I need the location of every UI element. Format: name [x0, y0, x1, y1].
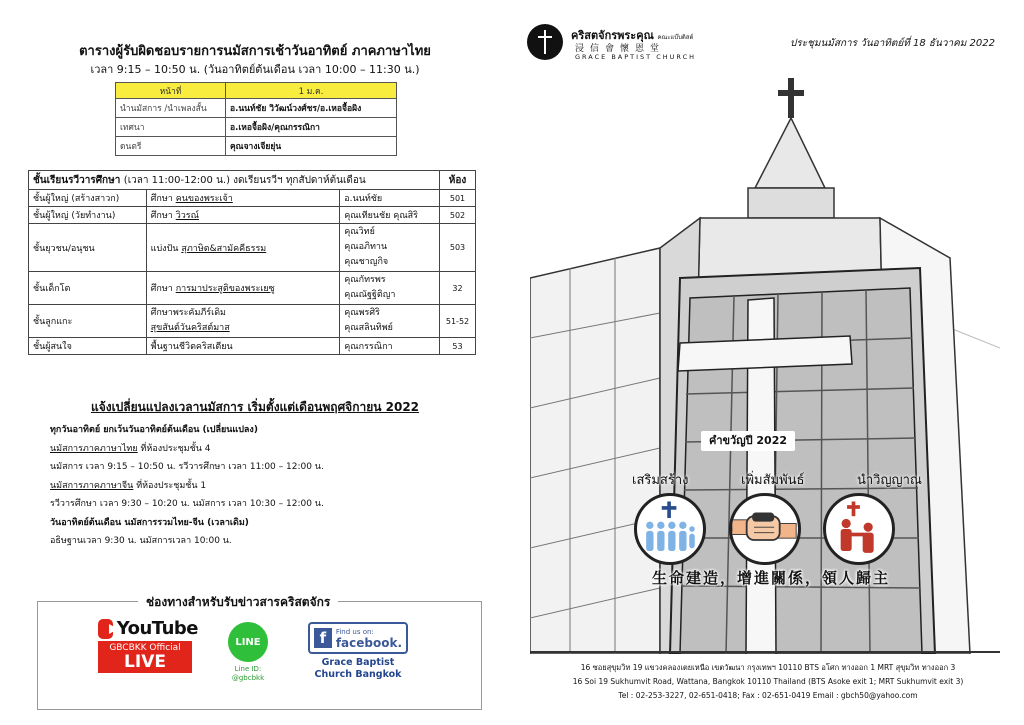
- class-teacher: [340, 272, 440, 305]
- motto-chinese: 生命建造，增進關係，領人歸主: [651, 569, 890, 587]
- class-room: 32: [440, 272, 476, 305]
- service-date: ประชุมนมัสการ วันอาทิตย์ที่ 18 ธันวาคม 2022: [790, 38, 995, 49]
- subject-title: สุภาษิต&สามัคคีธรรม: [181, 243, 267, 254]
- subject-verb: ศึกษา: [150, 284, 173, 294]
- motto-item: เพิ่มสัมพันธ์: [741, 473, 805, 488]
- notice-chinese-service: นมัสการภาคภาษาจีน: [50, 480, 134, 491]
- youtube-play-icon: [98, 619, 113, 639]
- church-name-chinese: 浸信會懷恩堂: [575, 44, 666, 54]
- classes-header: [29, 171, 440, 190]
- notice-line: รวีวารศึกษา เวลา 9:30 – 10:20 น. นมัสการ เวลา 10:30 – 12:00 น.: [50, 499, 324, 509]
- subject-title: คนของพระเจ้า: [175, 194, 233, 204]
- duty-header-date: 1 ม.ค.: [226, 83, 397, 99]
- notice-thai-service: นมัสการภาคภาษาไทย: [50, 443, 138, 454]
- facebook-badge: [308, 622, 408, 654]
- classes-header-detail: (เวลา 11:00-12:00 น.) งดเรียนรวีฯ ทุกสัปดาห์ต้นเดือน: [123, 174, 366, 186]
- teacher-name: คุณอภิทาน: [344, 242, 388, 252]
- church-address: [512, 661, 1024, 703]
- class-subject: [146, 224, 340, 272]
- church-name-thai-small: คณะแบ๊บติสต์: [657, 34, 694, 41]
- motto-item: นำวิญญาณ: [856, 473, 922, 488]
- class-room: 51-52: [440, 305, 476, 338]
- class-subject: [146, 190, 340, 207]
- class-teacher: อ.นนท์ชัย: [340, 190, 440, 207]
- room-header: ห้อง: [440, 171, 476, 190]
- teacher-name: คุณชาญกิจ: [344, 257, 389, 267]
- subject-title: วิวรณ์: [175, 211, 199, 221]
- duty-person: อ.เหอจื้อผิง/คุณกรรณิกา: [226, 118, 397, 137]
- schedule-title: ตารางผู้รับผิดชอบรายการนมัสการเช้าวันอาทิตย์ ภาคภาษาไทย: [79, 44, 431, 59]
- classes-header-row: [29, 171, 476, 190]
- class-teacher: [340, 305, 440, 338]
- duty-header-row: [116, 83, 397, 99]
- duty-table: [115, 82, 397, 156]
- notice-body: [50, 421, 480, 551]
- subject-verb: ศึกษา: [150, 194, 173, 204]
- classes-header-title: ชั้นเรียนรวีวารศึกษา: [33, 174, 121, 186]
- notice-line: [50, 440, 480, 459]
- class-name: ชั้นลูกแกะ: [29, 305, 147, 338]
- youtube-channel[interactable]: [98, 618, 198, 673]
- build-up-icon: [634, 493, 706, 565]
- notice-line: [50, 477, 480, 496]
- line-id-label: Line ID:: [234, 665, 262, 673]
- teacher-name: คุณพรศิริ: [344, 308, 380, 318]
- duty-header-role: หน้าที่: [116, 83, 226, 99]
- class-name: ชั้นเด็กโต: [29, 272, 147, 305]
- church-name-english: GRACE BAPTIST CHURCH: [575, 53, 697, 61]
- table-row: [116, 99, 397, 118]
- class-subject: [146, 272, 340, 305]
- table-row: [29, 207, 476, 224]
- handshake-icon: [729, 493, 801, 565]
- duty-role: เทศนา: [116, 118, 226, 137]
- class-room: 501: [440, 190, 476, 207]
- subject-title: สุขสันต์วันคริสต์มาส: [150, 323, 230, 333]
- class-teacher: คุณเทียนชัย คุณสิริ: [340, 207, 440, 224]
- motto-title: คำขวัญปี 2022: [701, 431, 795, 451]
- class-name: ชั้นยุวชน/อนุชน: [29, 224, 147, 272]
- class-name: ชั้นผู้สนใจ: [29, 338, 147, 355]
- class-teacher: [340, 224, 440, 272]
- duty-person: อ.นนท์ชัย วิวัฒน์วงศ์ชร/อ.เหอจื้อผิง: [226, 99, 397, 118]
- contact-info: Tel : 02-253-3227, 02-651-0418; Fax : 02-651-0419 Email : gbch50@yahoo.com: [618, 691, 918, 700]
- youtube-live-label: LIVE: [124, 652, 166, 672]
- class-subject: [146, 338, 340, 355]
- address-thai: 16 ซอยสุขุมวิท 19 แขวงคลองเตยเหนือ เขตวัฒนา กรุงเทพฯ 10110 BTS อโศก ทางออก 1 MRT สุขุมวิท ทางออก 3: [580, 663, 956, 672]
- notice-title: แจ้งเปลี่ยนแปลงเวลานมัสการ เริ่มตั้งแต่เดือนพฤศจิกายน 2022: [90, 400, 420, 414]
- line-id: [228, 665, 268, 683]
- facebook-f-icon: f: [314, 628, 332, 648]
- table-row: [116, 137, 397, 156]
- line-channel[interactable]: [228, 622, 268, 683]
- line-icon: LINE: [228, 622, 268, 662]
- table-row: [29, 338, 476, 355]
- subject-title: การมาประสูติของพระเยซู: [175, 284, 275, 294]
- facebook-channel[interactable]: [308, 622, 408, 681]
- church-logo: [527, 24, 727, 64]
- notice-line: อธิษฐานเวลา 9:30 น. นมัสการเวลา 10:00 น.: [50, 536, 232, 546]
- notice-line: วันอาทิตย์ต้นเดือน นมัสการรวมไทย-จีน (เวลาเดิม): [50, 517, 249, 528]
- class-teacher: คุณกรรณิกา: [340, 338, 440, 355]
- cross-logo-icon: [527, 24, 563, 60]
- motto-thai: [632, 469, 922, 490]
- channels-box: [37, 595, 482, 710]
- facebook-page-name: [308, 657, 408, 681]
- duty-role: ดนตรี: [116, 137, 226, 156]
- notice-line: ทุกวันอาทิตย์ ยกเว้นวันอาทิตย์ต้นเดือน (เปลี่ยนแปลง): [50, 425, 258, 435]
- teacher-name: คุณกัทรพร: [344, 275, 386, 285]
- lead-souls-icon: [823, 493, 895, 565]
- youtube-channel-name: GBCBKK Official: [109, 643, 181, 653]
- class-subject: [146, 207, 340, 224]
- notice-line: นมัสการ เวลา 9:15 – 10:50 น. รวีวารศึกษา เวลา 11:00 – 12:00 น.: [50, 462, 324, 472]
- table-row: [29, 272, 476, 305]
- duty-person: คุณจางเจียยุ่น: [226, 137, 397, 156]
- line-id-value: @gbcbkk: [231, 674, 265, 682]
- motto-item: เสริมสร้าง: [632, 473, 689, 488]
- class-name: ชั้นผู้ใหญ่ (สร้างสาวก): [29, 190, 147, 207]
- address-english: 16 Soi 19 Sukhumvit Road, Wattana, Bangkok 10110 Thailand (BTS Asoke exit 1; MRT Sukhumvit exit 3): [572, 677, 964, 686]
- table-row: [116, 118, 397, 137]
- subject-title: พื้นฐานชีวิตคริสเตียน: [150, 342, 233, 352]
- teacher-name: คุณวิทย์: [344, 227, 375, 237]
- duty-role: นำนมัสการ /นำเพลงสั้น: [116, 99, 226, 118]
- subject-title: ศึกษาพระคัมภีร์เดิม: [150, 308, 226, 318]
- table-row: [29, 305, 476, 338]
- classes-table: [28, 170, 476, 355]
- channels-title: ช่องทางสำหรับรับข่าวสารคริสตจักร: [138, 593, 338, 612]
- facebook-badge-text: [336, 627, 402, 649]
- class-room: 503: [440, 224, 476, 272]
- notice-location: ที่ห้องประชุมชั้น 4: [137, 443, 211, 454]
- class-name: ชั้นผู้ใหญ่ (วัยทำงาน): [29, 207, 147, 224]
- class-subject: [146, 305, 340, 338]
- notice-location: ที่ห้องประชุมชั้น 1: [133, 480, 207, 491]
- church-name-thai-main: คริสตจักรพระคุณ: [571, 29, 654, 42]
- facebook-find-label: Find us on:: [335, 628, 374, 636]
- teacher-name: คุณณัฐฐิติญา: [344, 290, 396, 300]
- class-room: 53: [440, 338, 476, 355]
- subject-verb: แบ่งปัน: [150, 243, 179, 254]
- facebook-wordmark: facebook.: [335, 636, 402, 650]
- class-room: 502: [440, 207, 476, 224]
- teacher-name: คุณสลินทิพย์: [344, 323, 393, 333]
- facebook-name-line: Church Bangkok: [314, 669, 402, 680]
- schedule-subtitle: เวลา 9:15 – 10:50 น. (วันอาทิตย์ต้นเดือน เวลา 10:00 – 11:30 น.): [90, 63, 420, 76]
- youtube-live-badge: [98, 641, 192, 673]
- table-row: [29, 224, 476, 272]
- table-row: [29, 190, 476, 207]
- youtube-wordmark: YouTube: [116, 618, 198, 639]
- youtube-logo: [98, 618, 198, 639]
- subject-verb: ศึกษา: [150, 211, 173, 221]
- facebook-name-line: Grace Baptist: [321, 657, 395, 668]
